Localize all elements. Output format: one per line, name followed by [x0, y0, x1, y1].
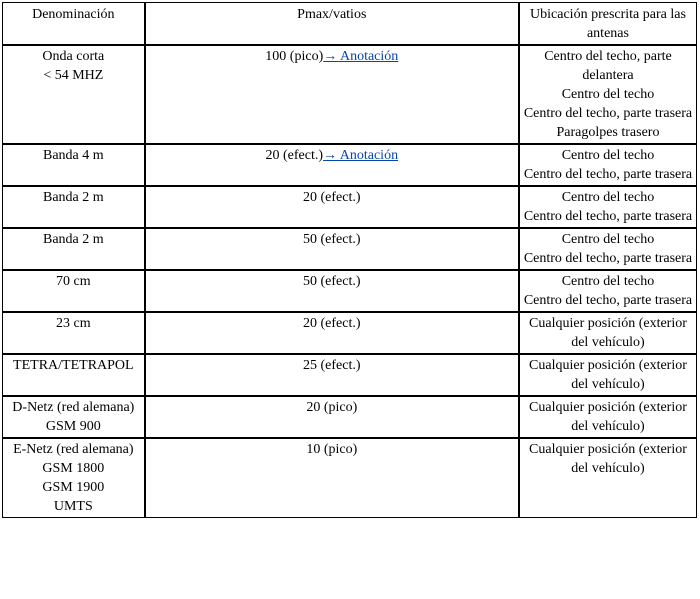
denominacion-line: UMTS [53, 499, 93, 514]
cell-pmax [145, 354, 519, 396]
denominacion-line: Banda 4 m [42, 148, 104, 163]
ubicacion-line: Cualquier posición (exterior del vehículo) [529, 442, 687, 476]
ubicacion-line: Centro del techo, parte trasera [523, 293, 693, 308]
denominacion-line: 70 cm [56, 274, 91, 289]
pmax-value: 20 (efect.) [303, 190, 361, 205]
pmax-value: 20 (efect.) [265, 148, 324, 163]
ubicacion-line: Paragolpes trasero [556, 125, 660, 140]
anotacion-link[interactable]: → Anotación [323, 148, 399, 163]
table-row [2, 270, 697, 312]
table-row [2, 354, 697, 396]
pmax-value: 20 (efect.) [303, 316, 361, 331]
cell-denominacion [2, 312, 145, 354]
cell-denominacion [2, 144, 145, 186]
ubicacion-line: Centro del techo, parte delantera [544, 49, 672, 83]
ubicacion-line: Cualquier posición (exterior del vehículo) [529, 358, 687, 392]
cell-denominacion [2, 186, 145, 228]
cell-denominacion [2, 228, 145, 270]
denominacion-line: GSM 1900 [42, 480, 105, 495]
table-body [2, 45, 697, 518]
cell-ubicacion [519, 270, 697, 312]
denominacion-line: GSM 1800 [42, 461, 105, 476]
denominacion-line: GSM 900 [45, 419, 101, 434]
antenna-power-table [2, 2, 697, 518]
cell-denominacion [2, 270, 145, 312]
cell-pmax [145, 144, 519, 186]
table-row [2, 186, 697, 228]
denominacion-line: 23 cm [56, 316, 91, 331]
denominacion-line: TETRA/TETRAPOL [13, 358, 134, 373]
ubicacion-line: Centro del techo [561, 148, 655, 163]
cell-pmax [145, 45, 519, 144]
cell-ubicacion [519, 228, 697, 270]
table-row [2, 438, 697, 518]
cell-ubicacion [519, 354, 697, 396]
header-pmax: Pmax/vatios [145, 2, 519, 45]
pmax-value: 100 (pico) [265, 49, 324, 64]
cell-ubicacion [519, 312, 697, 354]
cell-ubicacion [519, 144, 697, 186]
pmax-value: 10 (pico) [306, 442, 358, 457]
denominacion-line: Banda 2 m [42, 232, 104, 247]
anotacion-link[interactable]: → Anotación [323, 49, 399, 64]
pmax-value: 50 (efect.) [303, 232, 361, 247]
ubicacion-line: Centro del techo [561, 87, 655, 102]
denominacion-line: < 54 MHZ [43, 68, 104, 83]
ubicacion-line: Centro del techo [561, 232, 655, 247]
cell-denominacion [2, 354, 145, 396]
ubicacion-line: Centro del techo, parte trasera [523, 209, 693, 224]
table-row [2, 396, 697, 438]
cell-denominacion [2, 396, 145, 438]
ubicacion-line: Cualquier posición (exterior del vehículo) [529, 316, 687, 350]
table-row [2, 45, 697, 144]
cell-ubicacion [519, 396, 697, 438]
cell-pmax [145, 312, 519, 354]
table-row [2, 144, 697, 186]
cell-pmax [145, 186, 519, 228]
cell-pmax [145, 396, 519, 438]
table-header-row [2, 2, 697, 45]
pmax-value: 25 (efect.) [303, 358, 361, 373]
denominacion-line: Banda 2 m [42, 190, 104, 205]
header-ubicacion: Ubicación prescrita para las antenas [519, 2, 697, 45]
cell-pmax [145, 270, 519, 312]
ubicacion-line: Centro del techo, parte trasera [523, 106, 693, 121]
denominacion-line: Onda corta [42, 49, 105, 64]
denominacion-line: E-Netz (red alemana) [13, 442, 134, 457]
header-denominacion: Denominación [2, 2, 145, 45]
cell-denominacion [2, 438, 145, 518]
cell-ubicacion [519, 186, 697, 228]
cell-pmax [145, 228, 519, 270]
pmax-value: 20 (pico) [306, 400, 358, 415]
ubicacion-line: Centro del techo [561, 190, 655, 205]
cell-ubicacion [519, 45, 697, 144]
ubicacion-line: Centro del techo, parte trasera [523, 167, 693, 182]
ubicacion-line: Cualquier posición (exterior del vehículo) [529, 400, 687, 434]
pmax-value: 50 (efect.) [303, 274, 361, 289]
table-row [2, 312, 697, 354]
ubicacion-line: Centro del techo [561, 274, 655, 289]
table-row [2, 228, 697, 270]
cell-pmax [145, 438, 519, 518]
cell-ubicacion [519, 438, 697, 518]
cell-denominacion [2, 45, 145, 144]
denominacion-line: D-Netz (red alemana) [12, 400, 135, 415]
ubicacion-line: Centro del techo, parte trasera [523, 251, 693, 266]
